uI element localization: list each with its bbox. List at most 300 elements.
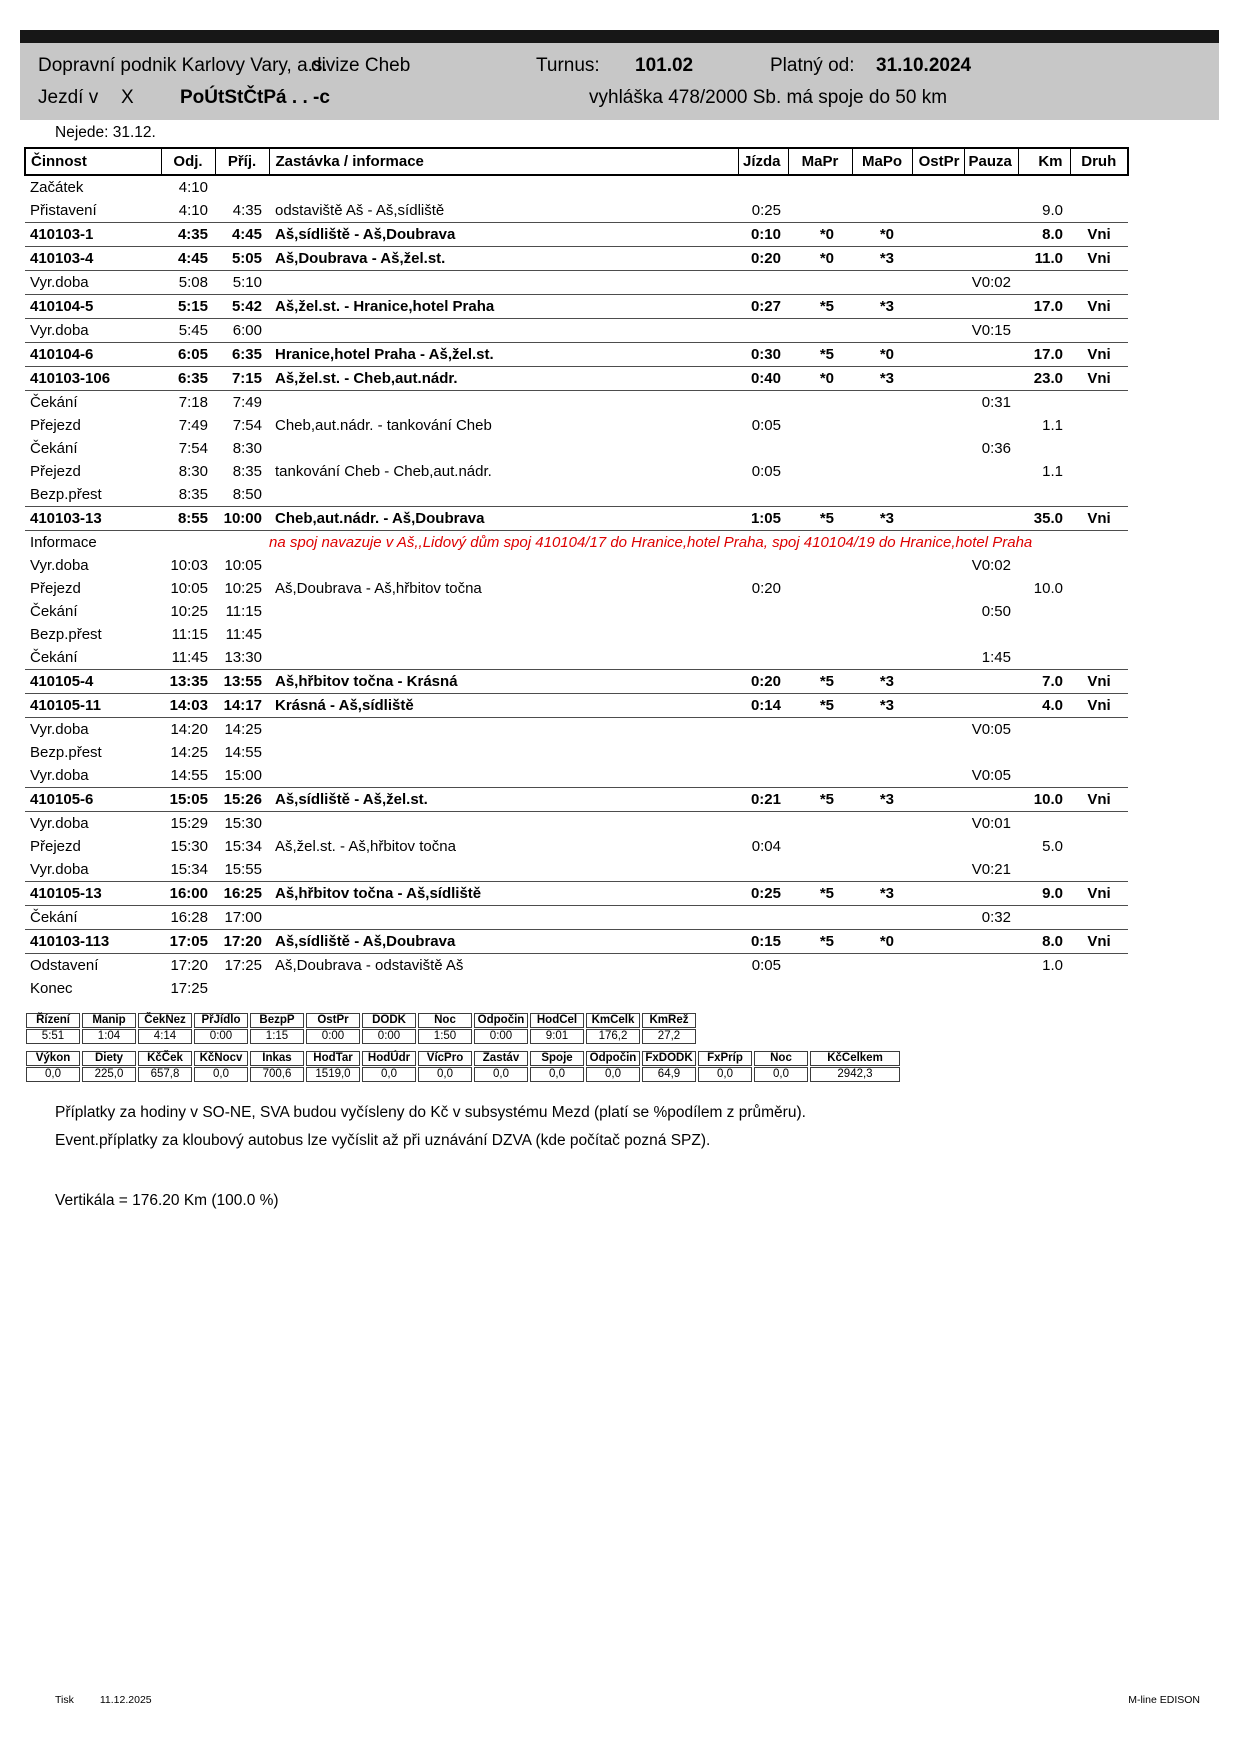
cell: 9.0 [1018, 882, 1070, 906]
cell: 15:55 [224, 861, 262, 878]
cell: tankování Cheb - Cheb,aut.nádr. [275, 463, 492, 480]
cell [912, 906, 964, 930]
cell: 0:21 [738, 788, 788, 812]
runs-days: PoÚtStČtPá . . -c [180, 87, 330, 108]
summary-value: 0,0 [754, 1067, 808, 1082]
activity-row [25, 623, 1128, 646]
cell: 10:25 [170, 603, 208, 620]
cell: Čekání [30, 649, 78, 666]
summary-header: Odpočin [586, 1051, 640, 1066]
cell: 1.1 [1042, 463, 1063, 480]
cell [1018, 858, 1070, 882]
activity-row [25, 483, 1128, 507]
cell: 8:55 [161, 507, 215, 531]
cell: 17.0 [1018, 295, 1070, 319]
cell: 0:04 [751, 838, 781, 855]
cell: *5 [788, 295, 852, 319]
summary-header: KmRež [642, 1013, 696, 1028]
cell [788, 460, 852, 483]
summary-hours-header-row [26, 1013, 696, 1028]
cell [852, 554, 912, 577]
cell: Vyr.doba [30, 721, 89, 738]
summary-value: 64,9 [642, 1067, 696, 1082]
cell: V0:01 [971, 815, 1011, 832]
activity-row [25, 977, 1128, 1000]
activity-row [25, 646, 1128, 670]
cell: Vni [1070, 670, 1128, 694]
cell [964, 367, 1018, 391]
cell: 8:35 [232, 463, 262, 480]
cell [1070, 391, 1128, 415]
cell: 16:25 [215, 882, 269, 906]
cell: *3 [852, 694, 912, 718]
cell [788, 835, 852, 858]
cell [1070, 977, 1128, 1000]
column-header: Km [1018, 148, 1070, 175]
cell [269, 483, 738, 507]
cell: 0:10 [738, 223, 788, 247]
cell: *3 [852, 882, 912, 906]
activity-row [25, 764, 1128, 788]
cell: 7:15 [215, 367, 269, 391]
cell [852, 414, 912, 437]
cell: 15:34 [224, 838, 262, 855]
cell [964, 414, 1018, 437]
cell [788, 271, 852, 295]
cell: Aš,Doubrava - odstaviště Aš [275, 957, 464, 974]
summary-header: Noc [754, 1051, 808, 1066]
cell [788, 600, 852, 623]
cell: 15:26 [215, 788, 269, 812]
cell: Přistavení [30, 202, 97, 219]
cell [912, 741, 964, 764]
cell [912, 858, 964, 882]
cell [964, 343, 1018, 367]
cell [852, 577, 912, 600]
cell: Vni [1070, 507, 1128, 531]
summary-header: HodÚdr [362, 1051, 416, 1066]
cell [788, 858, 852, 882]
cell: *5 [788, 882, 852, 906]
cell: 0:31 [981, 394, 1011, 411]
cell [1070, 835, 1128, 858]
cell [912, 223, 964, 247]
cell: 0:25 [738, 882, 788, 906]
cell: *5 [788, 670, 852, 694]
cell: 0:15 [738, 930, 788, 954]
cell: 17:25 [224, 957, 262, 974]
cell: 17:20 [170, 957, 208, 974]
column-header: Jízda [738, 148, 788, 175]
cell [269, 623, 738, 646]
summary-value: 5:51 [26, 1029, 80, 1044]
cell [912, 600, 964, 623]
cell: 410105-6 [25, 788, 161, 812]
cell [1070, 175, 1128, 199]
cell: 5:08 [178, 274, 208, 291]
cell [964, 460, 1018, 483]
cell: 16:00 [161, 882, 215, 906]
cell [964, 741, 1018, 764]
cell: *0 [788, 367, 852, 391]
cell [852, 764, 912, 788]
cell [788, 554, 852, 577]
cell: 10:25 [224, 580, 262, 597]
cell [738, 483, 788, 507]
activity-row [25, 741, 1128, 764]
cell: Aš,hřbitov točna - Krásná [269, 670, 738, 694]
cell: *0 [852, 930, 912, 954]
cell: 9.0 [1042, 202, 1063, 219]
cell: Vni [1070, 367, 1128, 391]
turnus-value: 101.02 [635, 55, 694, 76]
trip-row [25, 670, 1128, 694]
summary-header: KmCelk [586, 1013, 640, 1028]
cell: *3 [852, 295, 912, 319]
summary-header: Inkas [250, 1051, 304, 1066]
cell: 7.0 [1018, 670, 1070, 694]
cell [852, 977, 912, 1000]
cell: *3 [852, 788, 912, 812]
column-header: Druh [1070, 148, 1128, 175]
cell: Cheb,aut.nádr. - Aš,Doubrava [269, 507, 738, 531]
cell: 1:45 [981, 649, 1011, 666]
cell [912, 247, 964, 271]
cell [788, 437, 852, 460]
cell [788, 577, 852, 600]
cell: 410105-13 [25, 882, 161, 906]
activity-row [25, 175, 1128, 199]
cell: 8.0 [1018, 223, 1070, 247]
cell: 0:40 [738, 367, 788, 391]
cell [269, 812, 738, 836]
cell [912, 930, 964, 954]
vertikala-note: Vertikála = 176.20 Km (100.0 %) [55, 1192, 279, 1209]
runs-on-label: Jezdí v [38, 87, 99, 108]
column-header: Příj. [215, 148, 269, 175]
cell: odstaviště Aš - Aš,sídliště [275, 202, 445, 219]
cell: 4:45 [161, 247, 215, 271]
cell: 0:14 [738, 694, 788, 718]
cell [738, 977, 788, 1000]
cell [788, 414, 852, 437]
cell [269, 646, 738, 670]
cell: 7:54 [232, 417, 262, 434]
cell [964, 507, 1018, 531]
cell [1070, 271, 1128, 295]
cell: Vyr.doba [30, 861, 89, 878]
cell [1070, 577, 1128, 600]
summary-money-table [24, 1050, 902, 1083]
cell [1070, 718, 1128, 742]
cell: Přejezd [30, 463, 81, 480]
cell [964, 694, 1018, 718]
top-rule [20, 30, 1219, 43]
cell [1018, 764, 1070, 788]
cell [912, 882, 964, 906]
cell: Vni [1070, 930, 1128, 954]
cell [964, 788, 1018, 812]
cell [738, 271, 788, 295]
cell: 4.0 [1018, 694, 1070, 718]
cell: *5 [788, 694, 852, 718]
cell: Aš,sídliště - Aš,Doubrava [269, 930, 738, 954]
cell: 410104-6 [25, 343, 161, 367]
cell: 4:35 [232, 202, 262, 219]
cell [912, 812, 964, 836]
cell: 15:30 [170, 838, 208, 855]
info-cell [161, 531, 1128, 555]
cell [269, 600, 738, 623]
cell: 7:54 [178, 440, 208, 457]
activity-row [25, 718, 1128, 742]
cell [1018, 175, 1070, 199]
cell [1070, 460, 1128, 483]
cell [1018, 319, 1070, 343]
column-header: Činnost [25, 148, 161, 175]
summary-value: 0,0 [530, 1067, 584, 1082]
activity-row [25, 858, 1128, 882]
cell [738, 175, 788, 199]
cell [912, 199, 964, 223]
cell [852, 271, 912, 295]
summary-value: 0,0 [26, 1067, 80, 1082]
cell: 10.0 [1018, 788, 1070, 812]
cell [964, 223, 1018, 247]
cell: 5:45 [178, 322, 208, 339]
cell: *5 [788, 788, 852, 812]
connection-info-text: na spoj navazuje v Aš,,Lidový dům spoj 410104/17 do Hranice,hotel Praha, spoj 410104/19 do Hranice,hotel Praha [269, 534, 1033, 551]
cell [788, 175, 852, 199]
cell [269, 764, 738, 788]
cell: Čekání [30, 394, 78, 411]
runs-code: X [121, 87, 134, 108]
cell [1070, 437, 1128, 460]
cell: 17:25 [170, 980, 208, 997]
summary-value: 1:04 [82, 1029, 136, 1044]
trip-row [25, 930, 1128, 954]
cell [788, 319, 852, 343]
summary-value: 225,0 [82, 1067, 136, 1082]
cell: 7:18 [178, 394, 208, 411]
activity-row [25, 319, 1128, 343]
activity-row [25, 906, 1128, 930]
cell [738, 858, 788, 882]
cell: 14:20 [170, 721, 208, 738]
cell [788, 623, 852, 646]
summary-value: 657,8 [138, 1067, 192, 1082]
cell [912, 483, 964, 507]
cell: Aš,sídliště - Aš,Doubrava [269, 223, 738, 247]
cell [738, 391, 788, 415]
cell [788, 718, 852, 742]
summary-value: 0:00 [194, 1029, 248, 1044]
cell: 7:49 [232, 394, 262, 411]
summary-header: FxDODK [642, 1051, 696, 1066]
summary-header: HodCel [530, 1013, 584, 1028]
cell [1070, 319, 1128, 343]
cell [738, 554, 788, 577]
cell: 6:35 [215, 343, 269, 367]
cell [852, 954, 912, 978]
cell [852, 741, 912, 764]
cell [852, 437, 912, 460]
column-header: OstPr [912, 148, 964, 175]
cell: 15:00 [224, 767, 262, 784]
cell [964, 623, 1018, 646]
cell [738, 906, 788, 930]
cell: 0:30 [738, 343, 788, 367]
cell [1070, 554, 1128, 577]
cell [1070, 414, 1128, 437]
cell: Krásná - Aš,sídliště [269, 694, 738, 718]
activity-row [25, 199, 1128, 223]
turnus-label: Turnus: [536, 55, 600, 76]
cell: Přejezd [30, 417, 81, 434]
cell: 6:00 [232, 322, 262, 339]
cell: Čekání [30, 603, 78, 620]
activity-row [25, 577, 1128, 600]
trip-row [25, 343, 1128, 367]
print-label: Tisk [55, 1694, 74, 1706]
cell [788, 741, 852, 764]
cell: Aš,Doubrava - Aš,hřbitov točna [275, 580, 482, 597]
trip-row [25, 788, 1128, 812]
cell: Vni [1070, 788, 1128, 812]
cell [1070, 812, 1128, 836]
summary-header: KčČek [138, 1051, 192, 1066]
cell [852, 646, 912, 670]
cell [1018, 623, 1070, 646]
cell: 4:10 [178, 179, 208, 196]
cell [852, 906, 912, 930]
cell [964, 930, 1018, 954]
cell [852, 175, 912, 199]
cell [964, 882, 1018, 906]
cell: Vni [1070, 295, 1128, 319]
cell [912, 835, 964, 858]
cell [788, 199, 852, 223]
cell [788, 954, 852, 978]
cell: *0 [852, 343, 912, 367]
cell [964, 483, 1018, 507]
cell: 0:20 [738, 247, 788, 271]
cell: Čekání [30, 440, 78, 457]
summary-header: KčNocv [194, 1051, 248, 1066]
summary-value: 1:50 [418, 1029, 472, 1044]
summary-value: 0,0 [474, 1067, 528, 1082]
summary-money-header-row [26, 1051, 900, 1066]
trip-row [25, 295, 1128, 319]
cell [1070, 483, 1128, 507]
cell [269, 718, 738, 742]
cell [1070, 623, 1128, 646]
cell: 15:29 [170, 815, 208, 832]
cell [1018, 906, 1070, 930]
cell: 0:20 [738, 670, 788, 694]
footer-app-name: M-line EDISON [1128, 1694, 1200, 1706]
cell: Aš,žel.st. - Hranice,hotel Praha [269, 295, 738, 319]
cell [738, 623, 788, 646]
cell [964, 199, 1018, 223]
cell: 11.0 [1018, 247, 1070, 271]
cell [852, 812, 912, 836]
cell [912, 507, 964, 531]
cell [269, 554, 738, 577]
summary-value: 2942,3 [810, 1067, 900, 1082]
summary-value: 700,6 [250, 1067, 304, 1082]
activity-row [25, 437, 1128, 460]
summary-header: Spoje [530, 1051, 584, 1066]
cell: Aš,sídliště - Aš,žel.st. [269, 788, 738, 812]
summary-value: 1:15 [250, 1029, 304, 1044]
cell: V0:05 [971, 767, 1011, 784]
cell: V0:21 [971, 861, 1011, 878]
activity-row [25, 414, 1128, 437]
cell [852, 858, 912, 882]
cell [912, 295, 964, 319]
cell [912, 367, 964, 391]
summary-value: 0,0 [586, 1067, 640, 1082]
summary-value: 0,0 [194, 1067, 248, 1082]
cell [852, 391, 912, 415]
cell [788, 646, 852, 670]
cell: 0:32 [981, 909, 1011, 926]
cell: 410103-1 [25, 223, 161, 247]
cell [912, 764, 964, 788]
trip-row [25, 694, 1128, 718]
cell: Odstavení [30, 957, 99, 974]
cell [964, 835, 1018, 858]
cell: *0 [788, 223, 852, 247]
cell [1018, 812, 1070, 836]
cell: 4:45 [215, 223, 269, 247]
cell: 410105-11 [25, 694, 161, 718]
cell [269, 741, 738, 764]
activity-row [25, 835, 1128, 858]
summary-header: Odpočin [474, 1013, 528, 1028]
cell [964, 295, 1018, 319]
summary-header: OstPr [306, 1013, 360, 1028]
summary-value: 176,2 [586, 1029, 640, 1044]
valid-from-value: 31.10.2024 [876, 55, 972, 76]
cell [269, 437, 738, 460]
cell [269, 391, 738, 415]
cell: 14:55 [224, 744, 262, 761]
cell: *3 [852, 507, 912, 531]
cell [269, 977, 738, 1000]
summary-header: Zastáv [474, 1051, 528, 1066]
cell: 10:05 [170, 580, 208, 597]
summary-header: KčCelkem [810, 1051, 900, 1066]
cell [738, 741, 788, 764]
cell: 5:05 [215, 247, 269, 271]
cell: Aš,žel.st. - Cheb,aut.nádr. [269, 367, 738, 391]
cell [788, 906, 852, 930]
footer-print-info [55, 1694, 152, 1706]
note-surcharges: Příplatky za hodiny v SO-NE, SVA budou vyčísleny do Kč v subsystému Mezd (platí se %podílem z průměru). [55, 1104, 806, 1121]
cell [964, 977, 1018, 1000]
cell: 8:35 [178, 486, 208, 503]
cell: 6:35 [161, 367, 215, 391]
cell: Bezp.přest [30, 626, 102, 643]
cell: 17.0 [1018, 343, 1070, 367]
summary-header: Diety [82, 1051, 136, 1066]
summary-header: VícPro [418, 1051, 472, 1066]
cell [912, 437, 964, 460]
cell [269, 319, 738, 343]
cell: Konec [30, 980, 73, 997]
